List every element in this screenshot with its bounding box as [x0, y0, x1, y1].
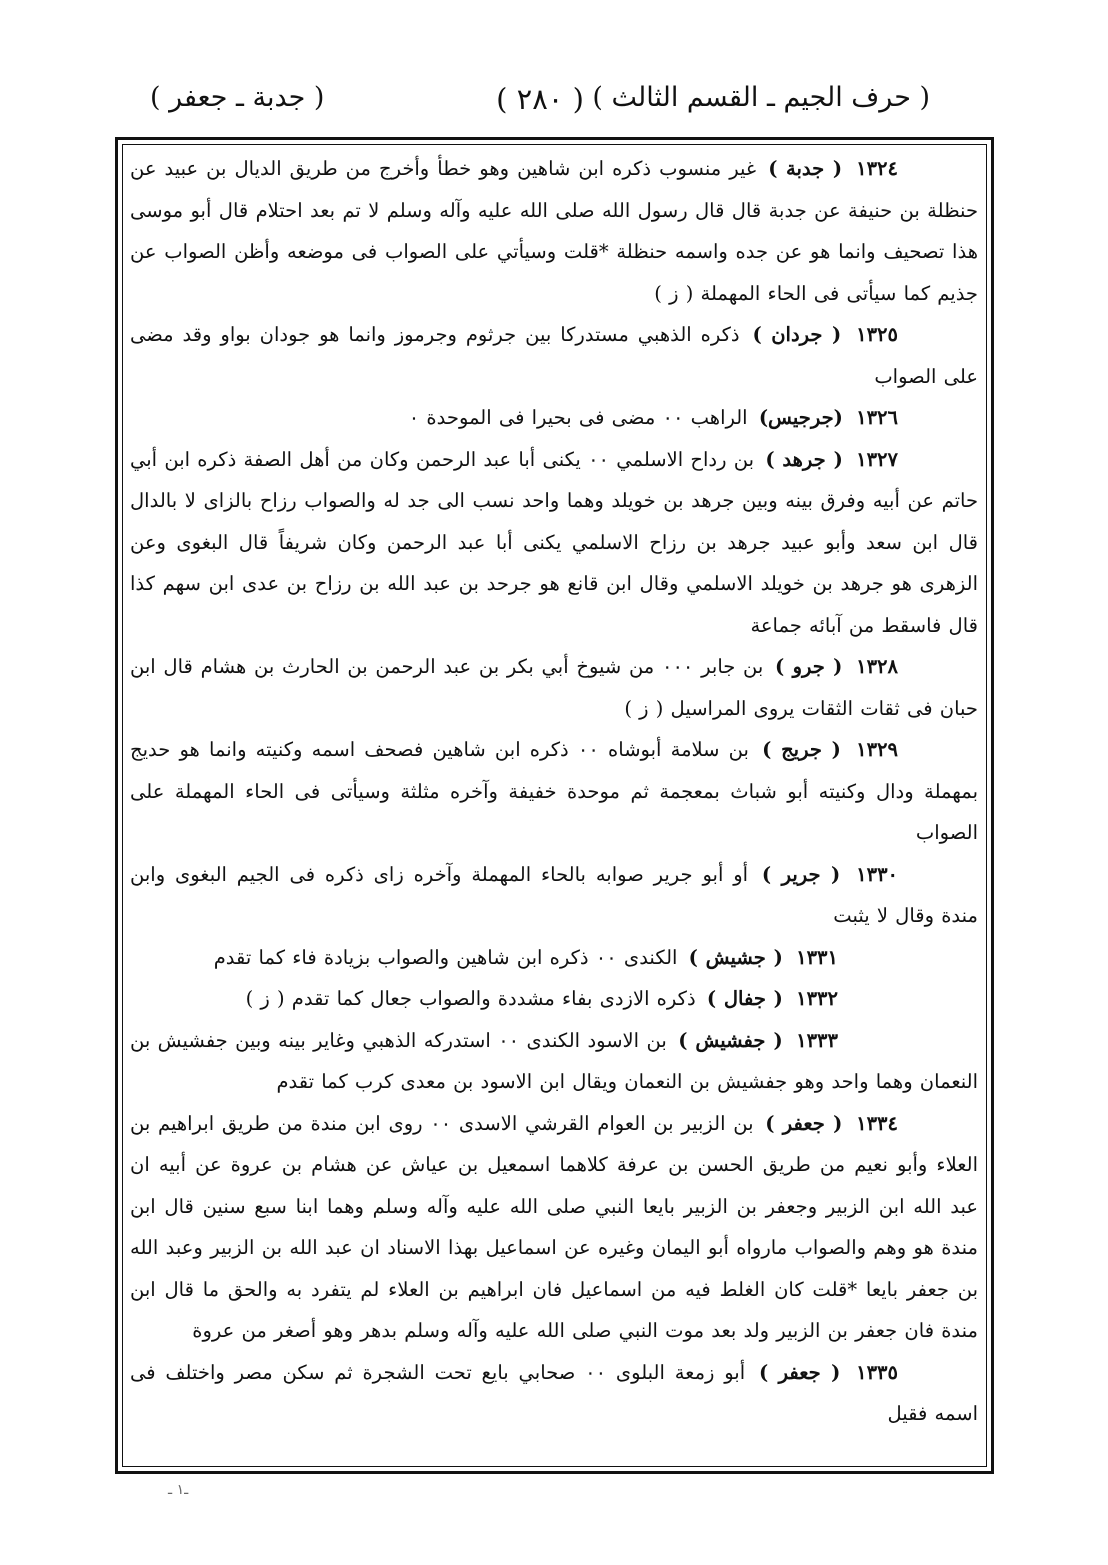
- entry-1325: [130, 314, 978, 397]
- entry-1324: [130, 148, 978, 314]
- entry-name: ( جريج ): [762, 738, 841, 761]
- entry-1331: [130, 937, 978, 979]
- entry-text: ذكره الازدى بفاء مشددة والصواب جعال كما تقدم ( ز ): [245, 987, 696, 1010]
- entry-1332: [130, 978, 978, 1020]
- entry-text: بن رداح الاسلمي ٠٠ يكنى أبا عبد الرحمن وكان من أهل الصفة ذكره ابن أبي حاتم عن أبيه وفرق بينه وبين جرهد بن خويلد وهما واحد نسب الى جد له والصواب رزاح بالزاى لا بالدال قال ابن سعد وأبو عبيد جرهد بن رزاح الاسلمي يكنى أبا عبد الرحمن وكان شريفاً قال البغوى وعن الزهرى هو جرهد بن خويلد الاسلمي وقال ابن قانع هو جرحد بن عبد الله بن رزاح بن عدى ابن سهم كذا قال فاسقط من آبائه جماعة: [130, 447, 978, 637]
- entry-text: أبو زمعة البلوى ٠٠ صحابي بايع تحت الشجرة ثم سكن مصر واختلف فى اسمه فقيل: [130, 1360, 978, 1425]
- entry-1328: [130, 646, 978, 729]
- page-body: [130, 148, 978, 1435]
- entry-text: بن الاسود الكندى ٠٠ استدركه الذهبي وغاير بينه وبين جفشيش بن النعمان وهما واحد وهو جفشيش بن النعمان ويقال ابن الاسود بن معدى كرب كما تقدم: [130, 1028, 978, 1093]
- entry-text: بن سلامة أبوشاه ٠٠ ذكره ابن شاهين فصحف اسمه وكنيته وانما هو حديج بمهملة ودال وكنيته أبو شباث بمعجمة ثم موحدة خفيفة وآخره مثلثة وسيأتى فى الحاء المهملة على الصواب: [130, 738, 978, 844]
- entry-number: ١٣٣٤: [856, 1111, 898, 1135]
- entry-number: ١٣٣٢: [796, 987, 838, 1010]
- entry-number: ١٣٢٥: [856, 323, 899, 346]
- entry-number: ١٣٢٤: [856, 157, 899, 180]
- running-header: [150, 82, 930, 128]
- entry-number: ١٣٣١: [796, 945, 838, 969]
- entry-name: ( جعفر ): [765, 1111, 843, 1135]
- entry-text: ذكره الذهبي مستدركا بين جرثوم وجرموز وانما هو جودان بواو وقد مضى على الصواب: [130, 323, 978, 388]
- entry-name: (جرجيس): [758, 406, 843, 429]
- entry-1334: [130, 1103, 978, 1352]
- footer-mark: ـ١ ـ: [168, 1482, 189, 1498]
- entry-name: ( جرير ): [761, 862, 841, 886]
- entry-text: أو أبو جرير صوابه بالحاء المهملة وآخره زاى ذكره فى الجيم البغوى وابن مندة وقال لا يثبت: [130, 862, 978, 927]
- entry-text: بن الزبير بن العوام القرشي الاسدى ٠٠ روى ابن مندة من طريق ابراهيم بن العلاء وأبو نعيم من طريق الحسن بن عرفة كلاهما اسمعيل بن عياش عن هشام بن عروة عن أبيه ان عبد الله ابن الزبير وجعفر بن الزبير بايعا النبي صلى الله عليه وآله وسلم وهما ابنا سبع سنين قال ابن مندة هو وهم والصواب مارواه أبو اليمان وغيره عن اسماعيل بهذا الاسناد ان عبد الله بن الزبير وعبد الله بن جعفر بايعا *قلت كان الغلط فيه من اسماعيل فان ابراهيم بن العلاء لم يتفرد به والحق ما قال ابن مندة فان جعفر بن الزبير ولد بعد موت النبي صلى الله عليه وآله وسلم بدهر وهو أصغر من عروة: [130, 1111, 978, 1342]
- entry-number: ١٣٣٥: [856, 1360, 899, 1384]
- entry-text: غير منسوب ذكره ابن شاهين وهو خطأ وأخرج من طريق الديال بن عبيد عن حنظلة بن حنيفة عن جدبة قال قال رسول الله صلى الله عليه وآله وسلم لا تم بعد احتلام قال أبو موسى هذا تصحيف وانما هو عن جده واسمه حنظلة *قلت وسيأتي على الصواب فى موضعه وأظن الصواب عن جذيم كما سيأتى فى الحاء المهملة ( ز ): [130, 157, 978, 305]
- page-number: ( ٢٨٠ ): [496, 82, 584, 116]
- entry-name: ( جفال ): [706, 987, 783, 1010]
- entry-1333: [130, 1020, 978, 1103]
- entry-1335: [130, 1352, 978, 1435]
- entry-name: ( جفشيش ): [678, 1028, 783, 1052]
- entry-text: الراهب ٠٠ مضى فى بحيرا فى الموحدة ٠: [408, 406, 748, 429]
- entry-number: ١٣٢٩: [856, 738, 898, 761]
- entry-name: ( جدبة ): [768, 157, 843, 180]
- entry-1327: [130, 439, 978, 647]
- entry-number: ١٣٢٦: [856, 406, 898, 429]
- entry-text: بن جابر ٠٠٠ من شيوخ أبي بكر بن عبد الرحمن بن الحارث بن هشام قال ابن حبان فى ثقات الثقات يروى المراسيل ( ز ): [130, 655, 978, 720]
- entry-number: ١٣٢٧: [856, 447, 898, 471]
- entry-1326: [130, 397, 978, 439]
- entry-name: ( جرهد ): [765, 447, 843, 471]
- entry-1329: [130, 729, 978, 854]
- entry-number: ١٣٣٠: [856, 862, 899, 886]
- entry-name: ( جردان ): [752, 323, 842, 346]
- entry-name: ( جشيش ): [688, 945, 783, 969]
- entry-name: ( جرو ): [775, 655, 843, 678]
- entry-text: الكندى ٠٠ ذكره ابن شاهين والصواب بزيادة فاء كما تقدم: [213, 945, 678, 969]
- header-section-title: ( حرف الجيم ـ القسم الثالث ): [592, 82, 930, 113]
- header-entry-range: ( جدبة ـ جعفر ): [150, 82, 325, 113]
- entry-number: ١٣٢٨: [856, 655, 898, 678]
- entry-name: ( جعفر ): [758, 1360, 841, 1384]
- entry-1330: [130, 854, 978, 937]
- entry-number: ١٣٣٣: [796, 1028, 839, 1052]
